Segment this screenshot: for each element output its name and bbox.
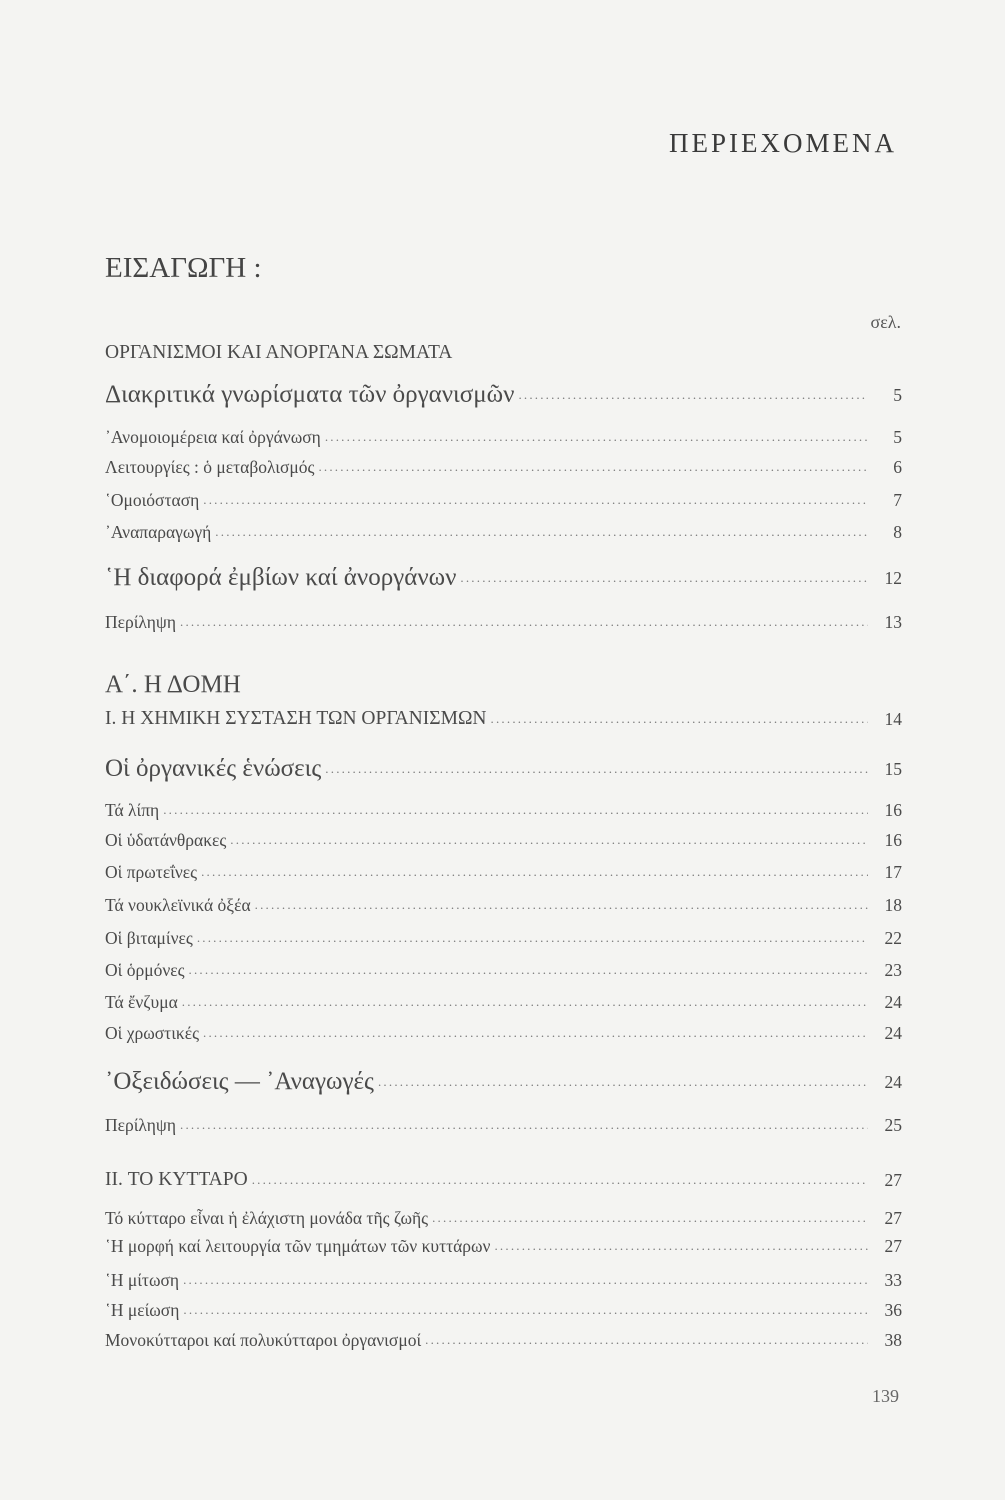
toc-entry-title: Τά ἔνζυμα xyxy=(105,991,178,1012)
dot-leader xyxy=(203,1025,868,1041)
toc-entry-page: 27 xyxy=(884,1235,902,1256)
toc-entry-title: I. Η ΧΗΜΙΚΗ ΣΥΣΤΑΣΗ ΤΩΝ ΟΡΓΑΝΙΣΜΩΝ xyxy=(105,708,487,729)
toc-entry-page: 27 xyxy=(884,1207,902,1228)
toc-entry-title: Διακριτικά γνωρίσματα τῶν ὀργανισμῶν xyxy=(105,381,515,408)
toc-entry-page: 15 xyxy=(884,758,902,779)
dot-leader xyxy=(325,429,868,445)
dot-leader xyxy=(180,1117,868,1133)
toc-entry-title: Οἱ πρωτεΐνες xyxy=(105,861,198,882)
dot-leader xyxy=(180,614,868,630)
dot-leader xyxy=(494,1238,868,1254)
toc-entry xyxy=(105,702,902,736)
toc-entry xyxy=(105,450,902,484)
toc-entry-page: 18 xyxy=(884,894,902,915)
page-number: 139 xyxy=(872,1386,899,1406)
toc-entry-page: 33 xyxy=(884,1269,902,1290)
toc-entry-title: Οἱ ὁρμόνες xyxy=(105,959,185,980)
toc-entry-title: ῾Η μορφή καί λειτουργία τῶν τμημάτων τῶν κυττάρων xyxy=(105,1235,491,1256)
toc-entry-page: 38 xyxy=(884,1329,902,1350)
dot-leader xyxy=(183,1302,868,1318)
toc-entry xyxy=(105,1108,902,1142)
toc-entry-page: 14 xyxy=(884,708,902,729)
dot-leader xyxy=(203,492,868,508)
toc-entry xyxy=(105,793,902,827)
toc-entry-page: 36 xyxy=(884,1299,902,1320)
toc-entry-title: Οἱ ὑδατάνθρακες xyxy=(105,829,227,850)
toc-entry-title: II. ΤΟ ΚΥΤΤΑΡΟ xyxy=(105,1169,248,1190)
dot-leader xyxy=(491,711,868,727)
toc-entry-page: 25 xyxy=(884,1114,902,1135)
toc-entry-page: 7 xyxy=(893,489,902,510)
dot-leader xyxy=(460,570,868,586)
toc-entry xyxy=(105,1293,902,1327)
toc-entry-page: 27 xyxy=(884,1169,902,1190)
toc-entry-title: ῾Η μίτωση xyxy=(105,1269,180,1290)
toc-entry xyxy=(105,378,902,412)
toc-entry-page: 8 xyxy=(893,521,902,542)
toc-entry xyxy=(105,515,902,549)
toc-entry xyxy=(105,823,902,857)
toc-entry xyxy=(105,855,902,889)
toc-entry-title: ῾Η μείωση xyxy=(105,1299,180,1320)
toc-entry-page: 5 xyxy=(893,384,902,405)
toc-entry xyxy=(105,420,902,454)
toc-entry-title: Περίληψη xyxy=(105,611,177,632)
toc-entry-page: 12 xyxy=(884,567,902,588)
dot-leader xyxy=(182,994,868,1010)
toc-entry xyxy=(105,1229,902,1263)
toc-entry-title: Οἱ χρωστικές xyxy=(105,1022,200,1043)
toc-entry xyxy=(105,953,902,987)
dot-leader xyxy=(230,832,868,848)
toc-entry xyxy=(105,985,902,1019)
toc-entry-title: Τό κύτταρο εἶναι ἡ ἐλάχιστη μονάδα τῆς ζωῆς xyxy=(105,1207,429,1228)
toc-entry-page: 24 xyxy=(884,1071,902,1092)
toc-entry-page: 24 xyxy=(884,1022,902,1043)
toc-entry-title: Α΄. Η ΔΟΜΗ xyxy=(105,671,241,698)
toc-entry-title: Μονοκύτταροι καί πολυκύτταροι ὀργανισμοί xyxy=(105,1329,422,1350)
toc-entry-page: 6 xyxy=(893,456,902,477)
dot-leader xyxy=(252,1172,868,1188)
dot-leader xyxy=(201,864,868,880)
toc-entry xyxy=(105,1065,902,1099)
toc-entry-title: ῾Η διαφορά ἐμβίων καί ἀνοργάνων xyxy=(105,564,457,591)
toc-entry xyxy=(105,752,902,786)
dot-leader xyxy=(318,459,868,475)
toc-entry-page: 22 xyxy=(884,927,902,948)
toc-entry xyxy=(105,483,902,517)
toc-entry xyxy=(105,1163,902,1197)
toc-entry-title: Τά νουκλεϊνικά ὀξέα xyxy=(105,894,251,915)
dot-leader xyxy=(255,897,868,913)
toc-entry xyxy=(105,1016,902,1050)
toc-entry xyxy=(105,561,902,595)
toc-entry-page: 23 xyxy=(884,959,902,980)
toc-entry xyxy=(105,921,902,955)
dot-leader xyxy=(183,1272,868,1288)
dot-leader xyxy=(163,802,868,818)
toc-entry-title: Οἱ ὀργανικές ἑνώσεις xyxy=(105,755,322,782)
toc-entry-page: 17 xyxy=(884,861,902,882)
dot-leader xyxy=(518,387,868,403)
toc-entry-page: 13 xyxy=(884,611,902,632)
toc-entry xyxy=(105,336,902,370)
toc-entry-page: 16 xyxy=(884,829,902,850)
section-heading-introduction: ΕΙΣΑΓΩΓΗ : xyxy=(105,252,262,284)
toc-entry-title: Περίληψη xyxy=(105,1114,177,1135)
toc-entry-title: Οἱ βιταμίνες xyxy=(105,927,193,948)
dot-leader xyxy=(378,1074,868,1090)
toc-entry-title: ᾿Οξειδώσεις — ᾿Αναγωγές xyxy=(105,1068,374,1095)
toc-entry-title: ᾿Ανομοιομέρεια καί ὀργάνωση xyxy=(105,426,321,447)
dot-leader xyxy=(215,524,868,540)
toc-entry xyxy=(105,605,902,639)
page-title: ΠΕΡΙΕΧΟΜΕΝΑ xyxy=(669,128,897,158)
toc-entry xyxy=(105,888,902,922)
toc-entry xyxy=(105,668,902,702)
toc-entry-page: 16 xyxy=(884,799,902,820)
toc-entry-page: 5 xyxy=(893,426,902,447)
toc-entry-title: Λειτουργίες : ὁ μεταβολισμός xyxy=(105,456,315,477)
toc-entry xyxy=(105,1323,902,1357)
dot-leader xyxy=(189,962,868,978)
toc-entry-title: ῾Ομοιόσταση xyxy=(105,489,200,510)
dot-leader xyxy=(197,930,868,946)
toc-entry-page: 24 xyxy=(884,991,902,1012)
dot-leader xyxy=(432,1210,868,1226)
toc-entry-title: ᾿Αναπαραγωγή xyxy=(105,521,212,542)
dot-leader xyxy=(425,1332,868,1348)
toc-entry xyxy=(105,1263,902,1297)
page-column-label: σελ. xyxy=(870,312,901,332)
dot-leader xyxy=(325,761,868,777)
toc-entry-title: ΟΡΓΑΝΙΣΜΟΙ ΚΑΙ ΑΝΟΡΓΑΝΑ ΣΩΜΑΤΑ xyxy=(105,342,453,363)
toc-entry-title: Τά λίπη xyxy=(105,799,160,820)
